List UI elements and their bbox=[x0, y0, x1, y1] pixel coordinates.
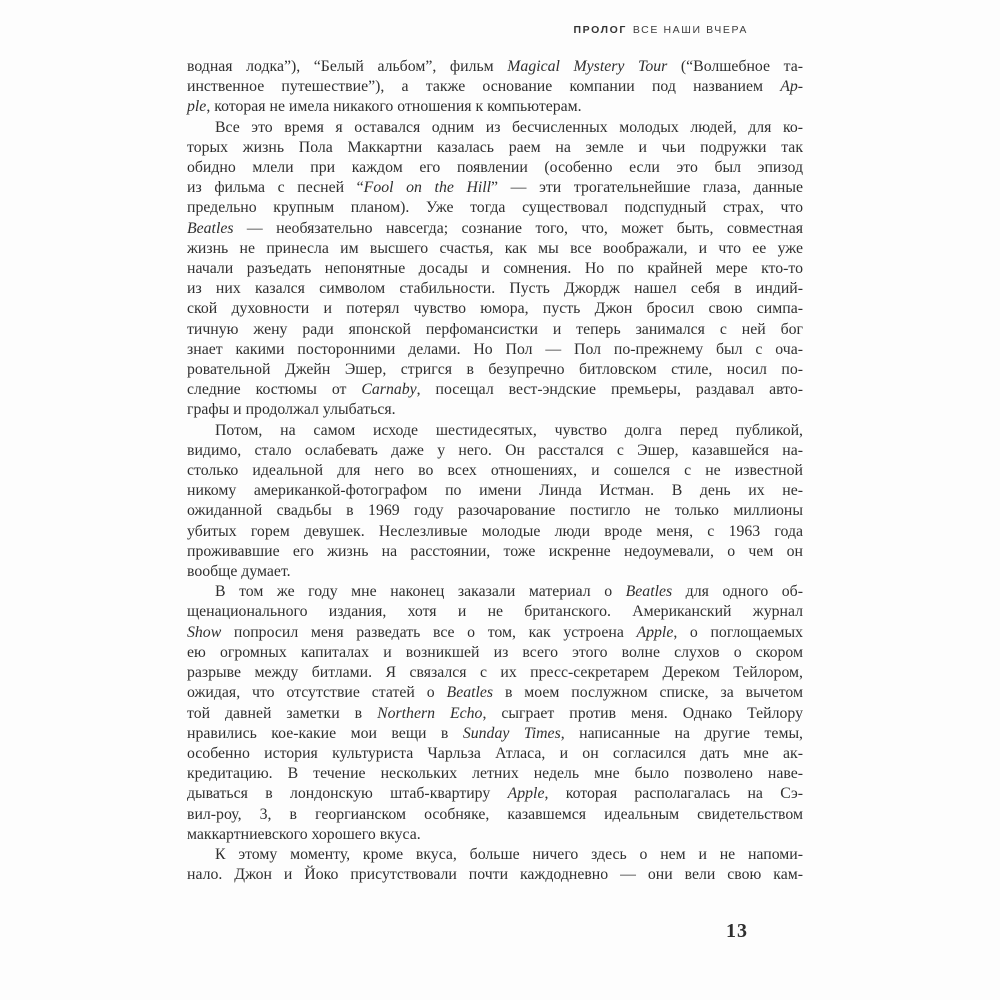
text-line bbox=[187, 501, 803, 521]
text-line bbox=[187, 441, 803, 461]
italic-text-segment: Apple bbox=[507, 785, 545, 803]
text-line bbox=[187, 744, 803, 764]
text-line bbox=[187, 279, 803, 299]
text-segment: вил-роу, 3, в георгианском особняке, казавшемся идеальным свидетельством bbox=[187, 805, 803, 823]
text-line bbox=[187, 77, 803, 97]
text-segment: , сыграет против меня. Однако Тейлору bbox=[482, 704, 804, 722]
text-segment: разрыве между битлами. Я связался с их пресс-секретарем Дереком Тейлором, bbox=[187, 664, 803, 682]
text-line bbox=[187, 118, 803, 138]
text-segment: знает какими посторонними делами. Но Пол — Пол по-прежнему был с оча- bbox=[187, 340, 803, 358]
text-line bbox=[187, 299, 803, 319]
text-segment: , о поглощаемых bbox=[673, 623, 803, 641]
text-segment: вообще думает. bbox=[187, 563, 291, 581]
text-segment: ” — эти трогательнейшие глаза, данные bbox=[491, 179, 803, 197]
text-line bbox=[187, 562, 803, 582]
text-segment: , которая не имела никакого отношения к компьютерам. bbox=[206, 98, 582, 116]
text-line bbox=[187, 421, 803, 441]
italic-text-segment: Carnaby bbox=[361, 381, 417, 399]
text-segment: видимо, стало ослабевать даже у него. Он расстался с Эшер, казавшейся на- bbox=[187, 441, 803, 459]
text-segment: из них казался символом стабильности. Пусть Джордж нашел себя в индий- bbox=[187, 280, 803, 298]
text-segment: той давней заметки в bbox=[187, 704, 378, 722]
text-segment: в моем послужном списке, за вычетом bbox=[493, 684, 803, 702]
text-line bbox=[187, 239, 803, 259]
text-segment: нравились кое-какие мои вещи в bbox=[187, 724, 463, 742]
text-line bbox=[187, 320, 803, 340]
text-segment: инственное путешествие”), а также основание компании под названием bbox=[187, 78, 781, 96]
text-line bbox=[187, 805, 803, 825]
text-line bbox=[187, 400, 803, 420]
text-line bbox=[187, 623, 803, 643]
text-segment: ожидая, что отсутствие статей о bbox=[187, 684, 447, 702]
text-segment: В том же году мне наконец заказали материал о bbox=[215, 583, 626, 601]
italic-text-segment: Northern Echo bbox=[377, 704, 483, 722]
italic-text-segment: Beatles bbox=[446, 684, 494, 702]
text-segment: , которая располагалась на Сэ- bbox=[544, 785, 804, 803]
text-segment: начали разъедать непонятные досады и сомнения. Но по крайней мере кто-то bbox=[187, 260, 803, 278]
text-segment: торых жизнь Пола Маккартни казалась раем на земле и чьи подружки так bbox=[187, 138, 803, 156]
paragraph bbox=[187, 582, 803, 845]
text-line bbox=[187, 138, 803, 158]
text-segment: жизнь не принесла им высшего счастья, как мы все воображали, и что ее уже bbox=[187, 239, 803, 257]
text-segment: из фильма с песней “ bbox=[187, 179, 364, 197]
text-segment: обидно млели при каждом его появлении (особенно если это был эпизод bbox=[187, 159, 803, 177]
text-segment: (“Волшебное та- bbox=[667, 58, 804, 75]
text-segment: Все это время я оставался одним из бесчисленных молодых людей, для ко- bbox=[215, 118, 803, 136]
text-segment: нало. Джон и Йоко присутствовали почти каждодневно — они вели свою кам- bbox=[187, 866, 803, 884]
italic-text-segment: ple bbox=[187, 98, 207, 116]
text-line bbox=[187, 219, 803, 239]
italic-text-segment: Show bbox=[187, 623, 222, 641]
text-line bbox=[187, 683, 803, 703]
italic-text-segment: Magical Mystery Tour bbox=[507, 58, 668, 75]
text-segment: водная лодка”), “Белый альбом”, фильм bbox=[187, 58, 508, 75]
text-line bbox=[187, 481, 803, 501]
text-line bbox=[187, 360, 803, 380]
page-number: 13 bbox=[726, 920, 748, 942]
text-segment: ею огромных капиталах и возникшей из всего этого волне слухов о скором bbox=[187, 643, 803, 661]
header-section-label: ПРОЛОГ bbox=[573, 24, 627, 36]
text-segment: , написанные на другие темы, bbox=[560, 724, 804, 742]
text-segment: убитых горем девушек. Неслезливые молодые люди вроде меня, с 1963 года bbox=[187, 522, 803, 540]
text-line bbox=[187, 259, 803, 279]
text-line bbox=[187, 57, 803, 77]
text-segment: особенно история культуриста Чарльза Атласа, и он согласился дать мне ак- bbox=[187, 744, 803, 762]
text-line bbox=[187, 380, 803, 400]
text-line bbox=[187, 784, 803, 804]
text-segment: попросил меня разведать все о том, как устроена bbox=[221, 623, 637, 641]
text-line bbox=[187, 461, 803, 481]
text-line bbox=[187, 542, 803, 562]
italic-text-segment: Apple bbox=[636, 623, 674, 641]
text-line bbox=[187, 158, 803, 178]
text-segment: следние костюмы от bbox=[187, 381, 362, 399]
text-segment: предельно крупным планом). Уже тогда существовал подспудный страх, что bbox=[187, 199, 803, 217]
text-line bbox=[187, 340, 803, 360]
text-line bbox=[187, 643, 803, 663]
text-line bbox=[187, 865, 803, 885]
text-line bbox=[187, 522, 803, 542]
paragraph bbox=[187, 845, 803, 885]
text-segment: К этому моменту, кроме вкуса, больше ничего здесь о нем и не напоми- bbox=[215, 845, 803, 863]
text-segment: Потом, на самом исходе шестидесятых, чувство долга перед публикой, bbox=[215, 421, 803, 439]
text-segment: дываться в лондонскую штаб-квартиру bbox=[187, 785, 508, 803]
italic-text-segment: Beatles bbox=[187, 219, 234, 237]
text-line bbox=[187, 845, 803, 865]
text-segment: , посещал вест-эндские премьеры, раздавал авто- bbox=[416, 381, 803, 399]
text-segment: кредитацию. В течение нескольких летних недель мне было позволено наве- bbox=[187, 765, 803, 783]
italic-text-segment: Sunday Times bbox=[462, 724, 561, 742]
text-column bbox=[187, 57, 803, 885]
paragraph bbox=[187, 421, 803, 583]
text-line bbox=[187, 825, 803, 845]
text-line bbox=[187, 602, 803, 622]
running-header bbox=[348, 24, 748, 36]
text-segment: никому американкой-фотографом по имени Линда Истман. В день их не- bbox=[187, 482, 803, 500]
paragraph bbox=[187, 118, 803, 421]
header-chapter-title: ВСЕ НАШИ ВЧЕРА bbox=[632, 24, 748, 36]
text-segment: графы и продолжал улыбаться. bbox=[187, 401, 396, 419]
text-segment: маккартниевского хорошего вкуса. bbox=[187, 825, 421, 843]
text-segment: — необязательно навсегда; сознание того, что, может быть, совместная bbox=[233, 219, 803, 237]
text-segment: ской духовности и потерял чувство юмора, пусть Джон бросил свою симпа- bbox=[187, 300, 803, 318]
text-segment: для одного об- bbox=[672, 583, 803, 601]
text-line bbox=[187, 178, 803, 198]
text-line bbox=[187, 724, 803, 744]
text-line bbox=[187, 97, 803, 117]
text-segment: столько идеальной для него во всех отношениях, и сошелся с не известной bbox=[187, 462, 803, 480]
text-line bbox=[187, 582, 803, 602]
text-line bbox=[187, 198, 803, 218]
italic-text-segment: Beatles bbox=[625, 583, 673, 601]
text-segment: тичную жену ради японской перфомансистки и теперь занимался с ней бог bbox=[187, 320, 803, 338]
italic-text-segment: Ap- bbox=[780, 78, 803, 96]
text-segment: ожиданной свадьбы в 1969 году разочарование постигло не только миллионы bbox=[187, 502, 803, 520]
text-segment: щенационального издания, хотя и не британского. Американский журнал bbox=[187, 603, 803, 621]
text-line bbox=[187, 764, 803, 784]
text-line bbox=[187, 663, 803, 683]
text-segment: проживавшие его жизнь на расстоянии, тоже искренне недоумевали, о чем он bbox=[187, 542, 803, 560]
italic-text-segment: Fool on the Hill bbox=[363, 179, 492, 197]
text-line bbox=[187, 704, 803, 724]
text-segment: ровательной Джейн Эшер, стригся в безупречно битловском стиле, носил по- bbox=[187, 361, 803, 379]
paragraph bbox=[187, 57, 803, 118]
